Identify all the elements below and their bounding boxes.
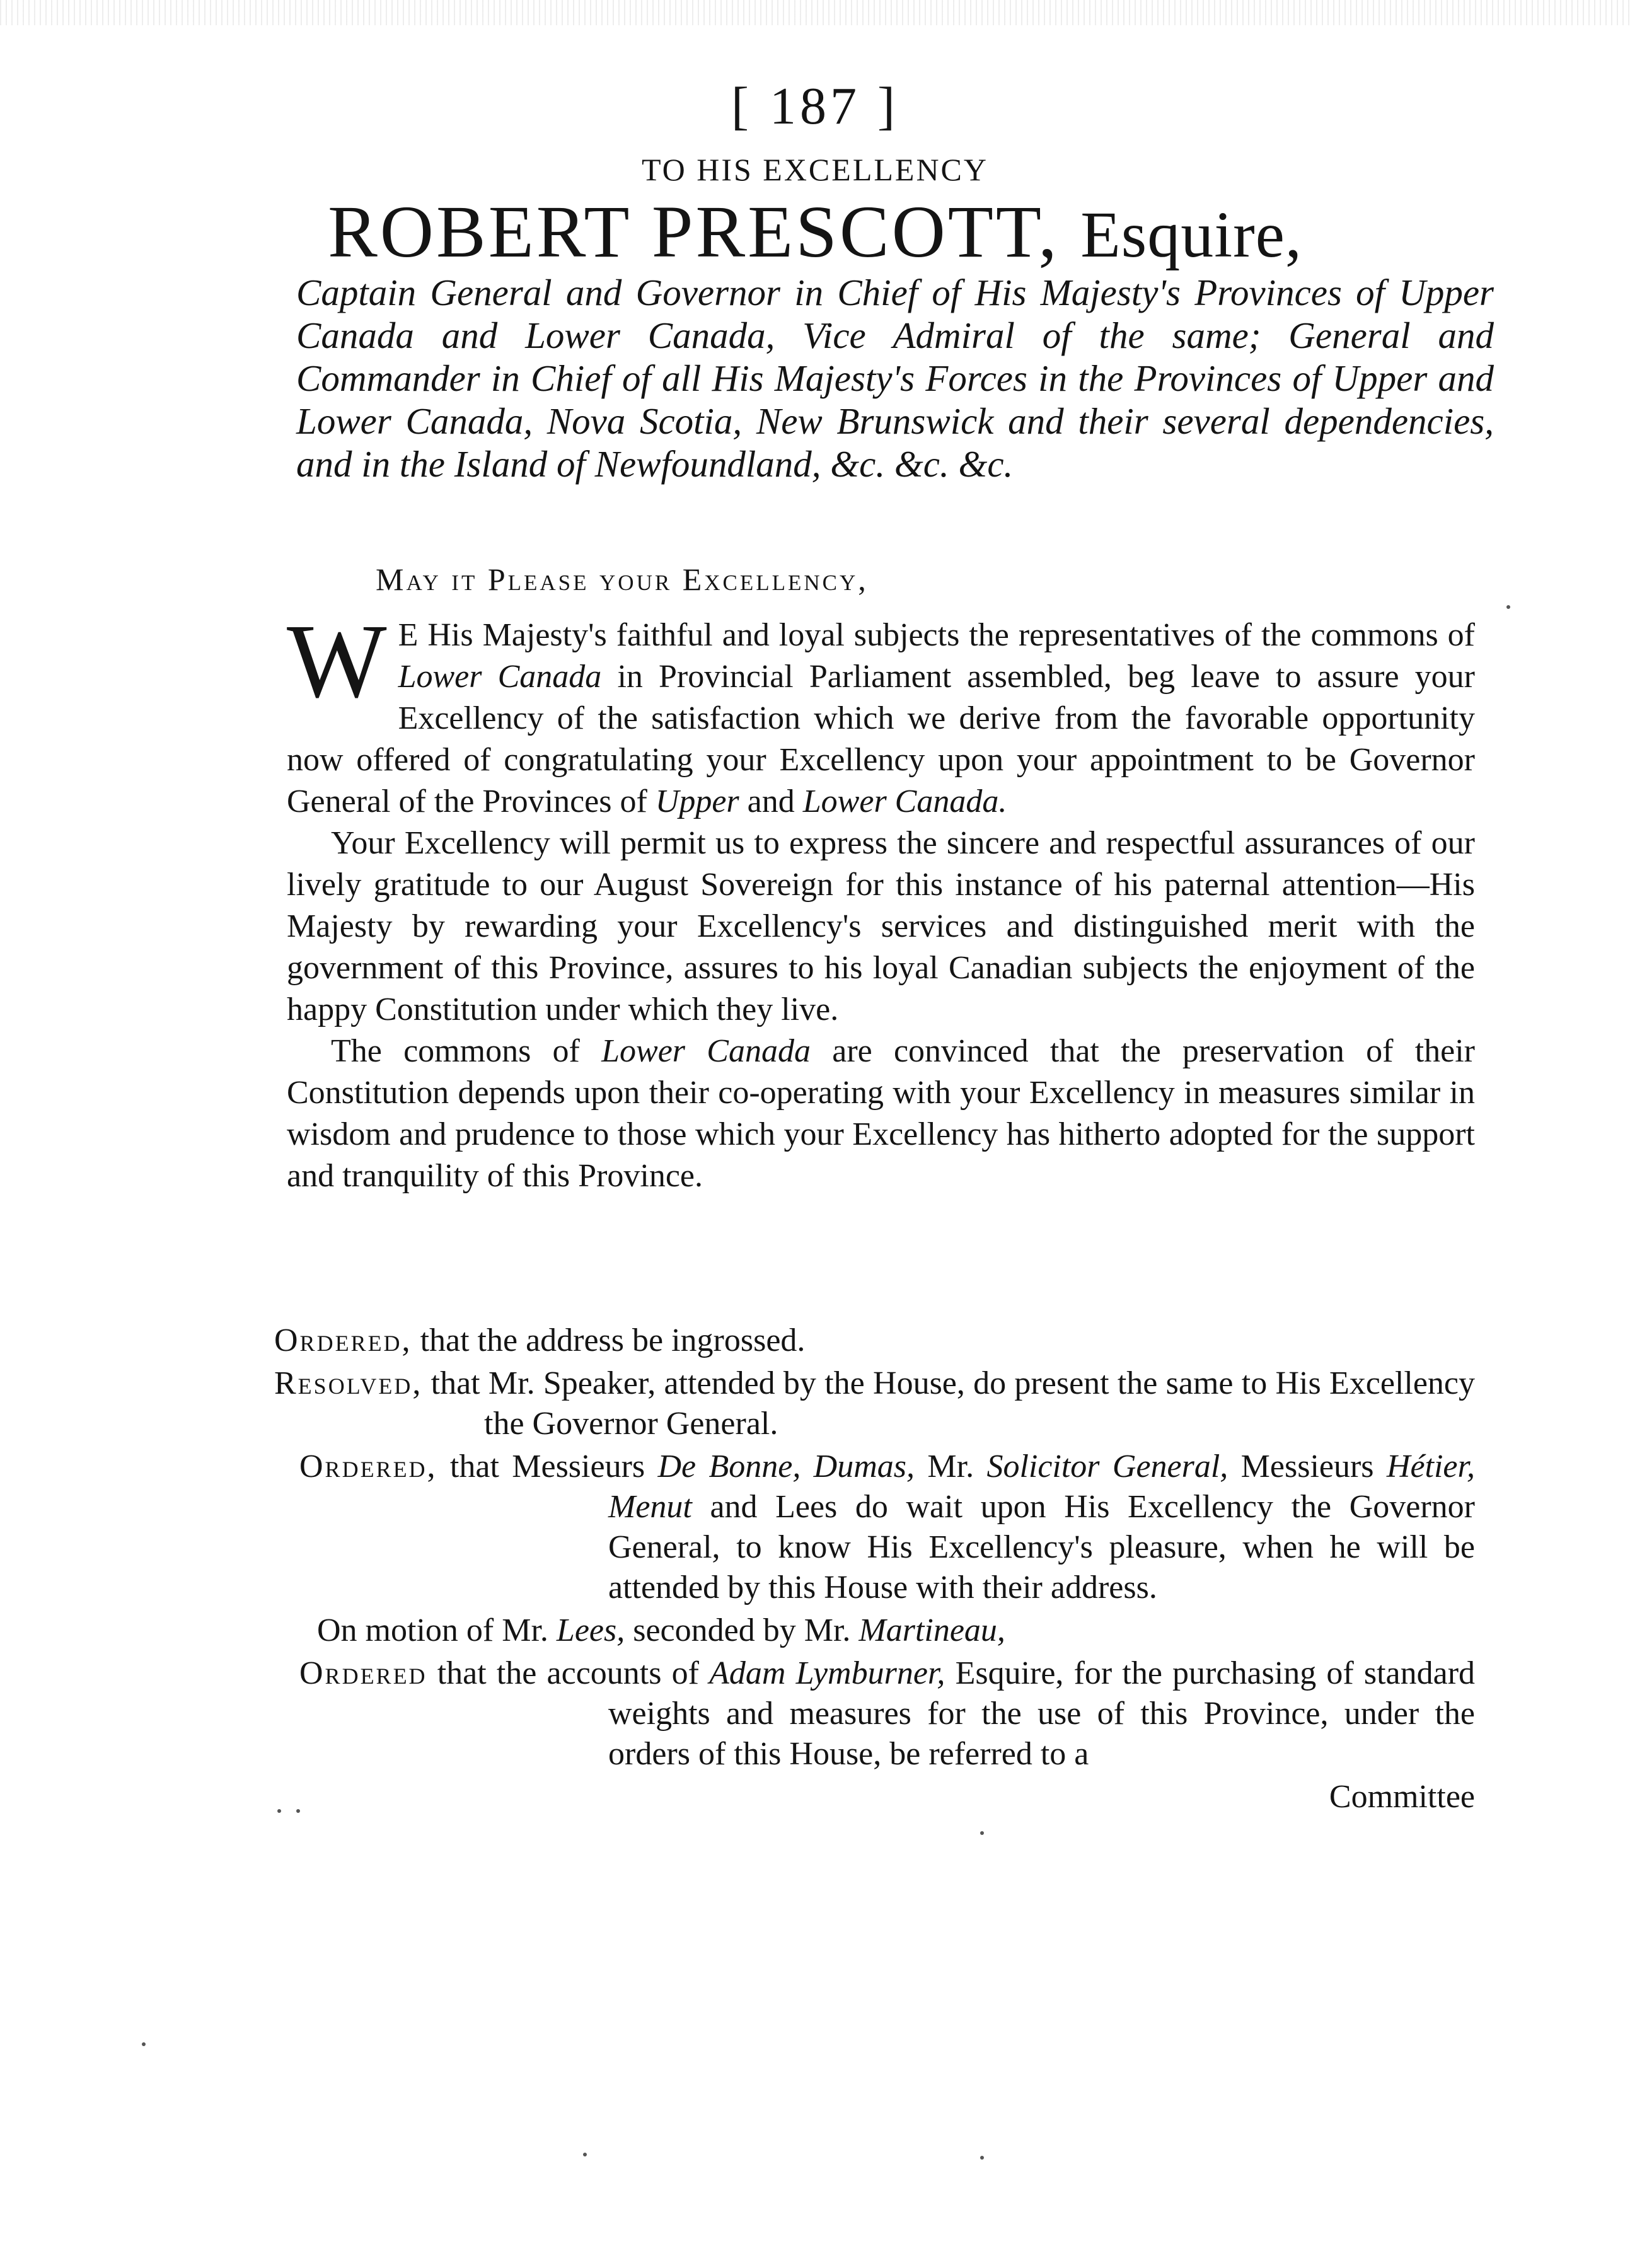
scan-speck (980, 2156, 984, 2160)
italic-run: Adam Lymburner, (709, 1655, 945, 1691)
scan-speck (980, 1831, 984, 1835)
italic-run: Lower Canada. (802, 784, 1007, 819)
scan-speck (1506, 605, 1510, 609)
addressee-line: TO HIS EXCELLENCY (641, 152, 989, 187)
page-number: [ 187 ] (731, 77, 899, 136)
salutation: May it Please your Excellency, (376, 562, 869, 597)
address-body (287, 603, 1476, 1197)
drop-cap: W (287, 603, 387, 720)
italic-run: Lower Canada (398, 659, 602, 695)
catchword: Committee (1329, 1779, 1475, 1815)
scan-edge-noise (0, 0, 1630, 25)
paragraph-1 (287, 603, 1475, 823)
entry-lead: Ordered, (274, 1322, 412, 1358)
text-run: Esquire, for the purchasing of standard weights and measures for the use of this Province, under the orders of this House, be referred to a (608, 1655, 1476, 1772)
text-run: seconded by Mr. (625, 1612, 859, 1648)
scan-speck (583, 2153, 587, 2156)
motion-line (274, 1611, 1475, 1651)
text-run: and (739, 784, 803, 819)
scan-speck (142, 2042, 146, 2046)
entry-ordered-accounts (274, 1653, 1475, 1774)
text-run: Messieurs (1228, 1449, 1387, 1484)
text-run: Lees (775, 1489, 838, 1525)
text-run: and (691, 1489, 776, 1525)
text-run: that Mr. Speaker, attended by the House, do present the same to His Excellency the Governor General. (422, 1365, 1475, 1442)
paragraph-3 (287, 1031, 1475, 1197)
text-run: in Provincial Parliament assembled, beg leave to assure your Excellency of the satisfaction which we derive from the favorable opportunity now offered of congratulating your Excellency upon your appointment to be Governor General of the Provinces of (287, 659, 1475, 819)
scan-speck (296, 1809, 300, 1813)
italic-run: Lees, (556, 1612, 625, 1648)
italic-run: Upper (655, 784, 739, 819)
addressee-suffix: Esquire, (1080, 199, 1302, 271)
addressee-titles: Captain General and Governor in Chief of His Majesty's Provinces of Upper Canada and Lower Canada, Vice Admiral of the same; General and Commander in Chief of all His Majesty's Forces in the Provinces of Upper and Lower Canada, Nova Scotia, New Brunswick and their several dependencies, and in the Island of Newfoundland, &c. &c. &c. (296, 272, 1494, 485)
entry-lead: Ordered (299, 1655, 427, 1691)
entry-lead: Ordered, (299, 1449, 437, 1484)
text-run: that Messieurs (437, 1449, 658, 1484)
text-run: that the accounts of (427, 1655, 710, 1691)
addressee-heading (0, 189, 1630, 275)
paragraph-2: Your Excellency will permit us to express the sincere and respectful assurances of our lively gratitude to our August Sovereign for this instance of his paternal attention—His Majesty by rewarding your Excellency's services and distinguished merit with the government of this Province, assures to his loyal Canadian subjects the enjoyment of the happy Constitution under which they live. (287, 825, 1475, 1027)
entry-ordered-ingrossed (274, 1321, 1475, 1361)
text-run: Mr. (915, 1449, 987, 1484)
journal-entries (274, 1321, 1475, 1817)
addressee-name: ROBERT PRESCOTT, (328, 190, 1060, 273)
text-run: E His Majesty's faithful and loyal subjects the representatives of the commons of (398, 617, 1475, 653)
entry-lead: Resolved, (274, 1365, 423, 1401)
text-run: On motion of Mr. (317, 1612, 557, 1648)
scan-speck (277, 1809, 281, 1813)
italic-run: De Bonne, Dumas, (657, 1449, 915, 1484)
italic-run: Solicitor General, (986, 1449, 1228, 1484)
italic-run: Martineau, (858, 1612, 1005, 1648)
entry-resolved (274, 1363, 1475, 1444)
text-run: are convinced that the preservation of their Constitution depends upon their co-operating with your Excellency in measures similar in wisdom and prudence to those which your Excellency has hitherto adopted for the support and tranquility of this Province. (287, 1033, 1476, 1194)
italic-run: Hétier, Menut (608, 1449, 1475, 1525)
text-run: do wait upon His Excellency the Governor General, to know His Excellency's pleasure, when he will be attended by this House with their address. (608, 1489, 1475, 1606)
text-run: The commons of (331, 1033, 602, 1069)
text-run: that the address be ingrossed. (412, 1322, 806, 1358)
entry-ordered-wait (274, 1447, 1475, 1608)
italic-run: Lower Canada (601, 1033, 811, 1069)
